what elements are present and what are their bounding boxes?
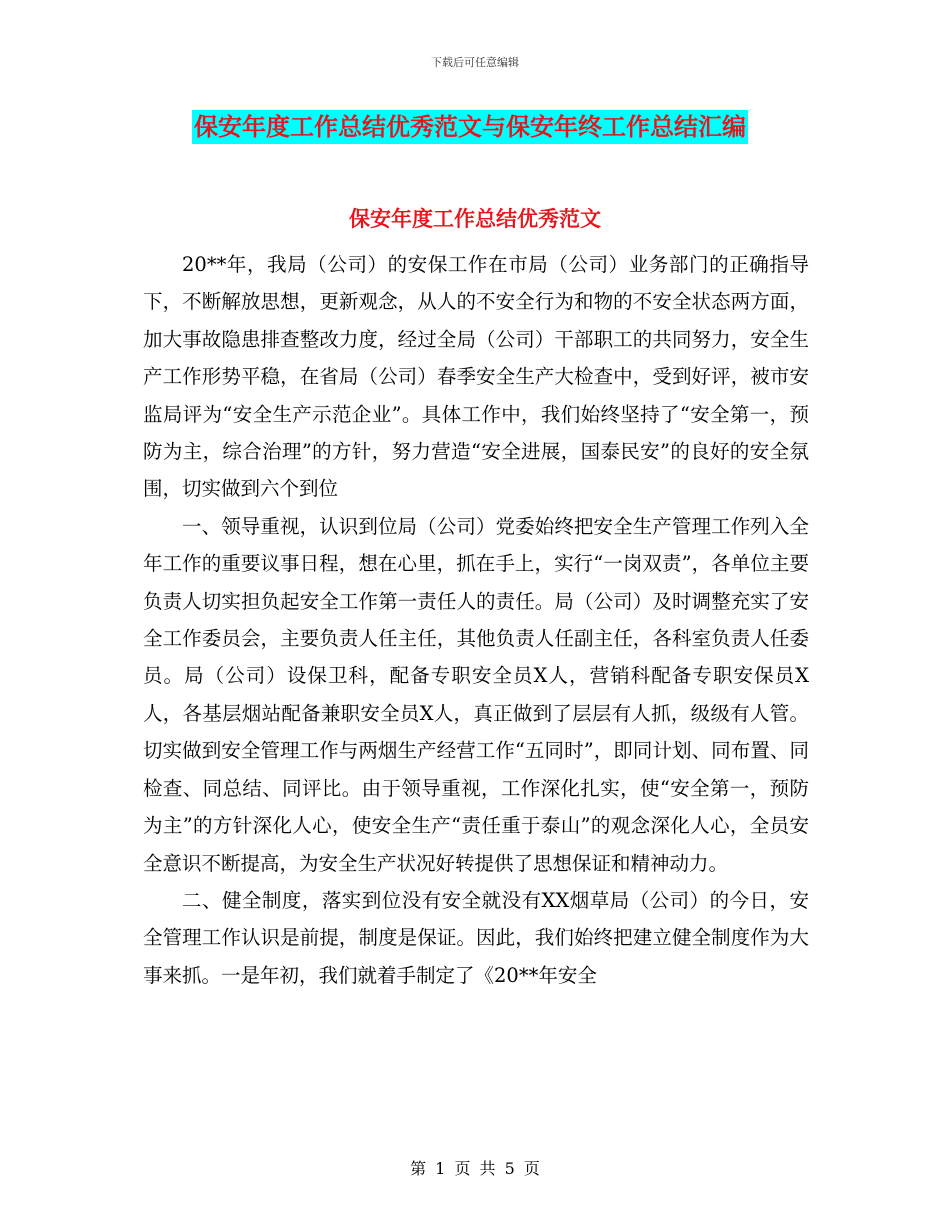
paragraph-system: 二、健全制度，落实到位没有安全就没有XX烟草局（公司）的今日，安全管理工作认识是前提，制度是保证。因此，我们始终把建立健全制度作为大事来抓。一是年初，我们就着手制定了《20**年安全: [143, 888, 809, 987]
paragraph-leadership: 一、领导重视，认识到位局（公司）党委始终把安全生产管理工作列入全年工作的重要议事日程，想在心里，抓在手上，实行“一岗双责”，各单位主要负责人切实担负起安全工作第一责任人的责任。局（公司）及时调整充实了安全工作委员会，主要负责人任主任，其他负责人任副主任，各科室负责人任委员。局（公司）设保卫科，配备专职安全员X人，营销科配备专职安保员X人，各基层烟站配备兼职安全员X人，真正做到了层层有人抓，级级有人管。切实做到安全管理工作与两烟生产经营工作“五同时”，即同计划、同布置、同检查、同总结、同评比。由于领导重视，工作深化扎实，使“安全第一，预防为主”的方针深化人心，使安全生产“责任重于泰山”的观念深化人心，全员安全意识不断提高，为安全生产状况好转提供了思想保证和精神动力。: [143, 514, 809, 875]
document-body: [143, 246, 809, 994]
page-footer: 第 1 页 共 5 页: [410, 1159, 540, 1178]
paragraph-intro: 20**年，我局（公司）的安保工作在市局（公司）业务部门的正确指导下，不断解放思想，更新观念，从人的不安全行为和物的不安全状态两方面，加大事故隐患排查整改力度，经过全局（公司）干部职工的共同努力，安全生产工作形势平稳，在省局（公司）春季安全生产大检查中，受到好评，被市安监局评为“安全生产示范企业”。具体工作中，我们始终坚持了“安全第一，预防为主，综合治理”的方针，努力营造“安全进展，国泰民安”的良好的安全氛围，切实做到六个到位: [143, 253, 809, 501]
document-title: 保安年度工作总结优秀范文与保安年终工作总结汇编: [192, 110, 748, 144]
section-title: 保安年度工作总结优秀范文: [349, 206, 601, 231]
header-note: 下载后可任意编辑: [431, 56, 519, 69]
